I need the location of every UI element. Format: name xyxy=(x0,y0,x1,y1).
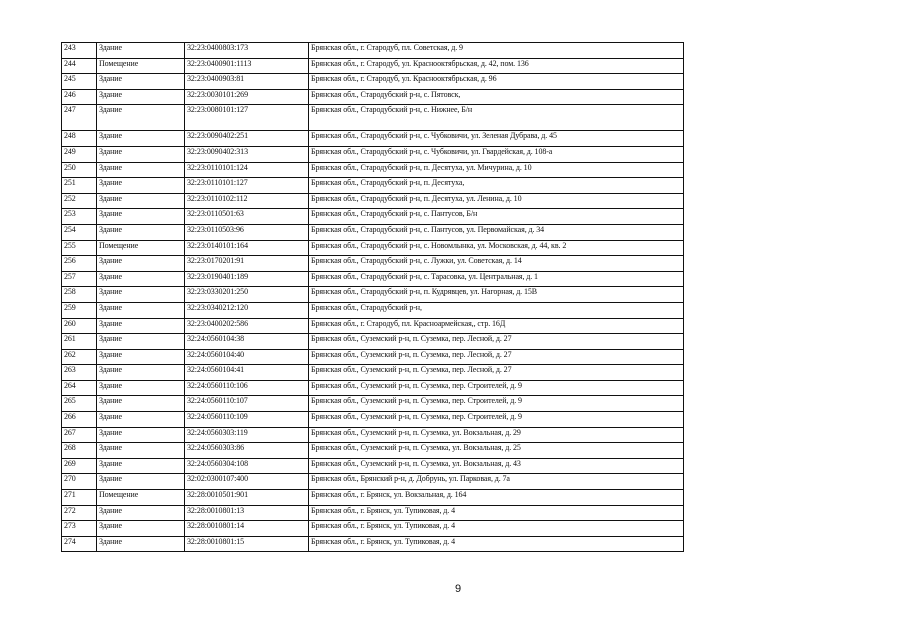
object-type-cell: Здание xyxy=(97,318,185,334)
object-type-cell: Здание xyxy=(97,287,185,303)
row-number-cell: 265 xyxy=(62,396,97,412)
page-number: 9 xyxy=(455,583,462,595)
row-number-cell: 248 xyxy=(62,131,97,147)
cadastral-number-cell: 32:24:0560110:106 xyxy=(185,380,309,396)
object-type-cell: Здание xyxy=(97,105,185,131)
cadastral-number-cell: 32:23:0110501:63 xyxy=(185,209,309,225)
table-row xyxy=(62,193,684,209)
row-number-cell: 247 xyxy=(62,105,97,131)
table-row xyxy=(62,58,684,74)
object-type-cell: Здание xyxy=(97,458,185,474)
row-number-cell: 267 xyxy=(62,427,97,443)
table-row xyxy=(62,240,684,256)
table-row xyxy=(62,302,684,318)
row-number-cell: 249 xyxy=(62,146,97,162)
object-type-cell: Здание xyxy=(97,193,185,209)
address-cell: Брянская обл., г. Брянск, ул. Тупиковая, д. 4 xyxy=(309,536,684,552)
table-row xyxy=(62,146,684,162)
row-number-cell: 246 xyxy=(62,89,97,105)
row-number-cell: 272 xyxy=(62,505,97,521)
address-cell: Брянская обл., Стародубский р-н, с. Нижнее, Б/н xyxy=(309,105,684,131)
cadastral-number-cell: 32:23:0110101:127 xyxy=(185,178,309,194)
cadastral-number-cell: 32:28:0010801:14 xyxy=(185,521,309,537)
object-type-cell: Здание xyxy=(97,162,185,178)
row-number-cell: 257 xyxy=(62,271,97,287)
table-row xyxy=(62,334,684,350)
object-type-cell: Здание xyxy=(97,209,185,225)
object-type-cell: Помещение xyxy=(97,240,185,256)
cadastral-number-cell: 32:24:0560104:41 xyxy=(185,365,309,381)
cadastral-number-cell: 32:23:0170201:91 xyxy=(185,256,309,272)
row-number-cell: 251 xyxy=(62,178,97,194)
address-cell: Брянская обл., Стародубский р-н, п. Кудрявцев, ул. Нагорная, д. 15В xyxy=(309,287,684,303)
address-cell: Брянская обл., Стародубский р-н, xyxy=(309,302,684,318)
cadastral-number-cell: 32:24:0560304:108 xyxy=(185,458,309,474)
address-cell: Брянская обл., Стародубский р-н, с. Пантусов, Б/н xyxy=(309,209,684,225)
cadastral-number-cell: 32:23:0080101:127 xyxy=(185,105,309,131)
address-cell: Брянская обл., Стародубский р-н, с. Чубковичи, ул. Гвардейская, д. 108-а xyxy=(309,146,684,162)
address-cell: Брянская обл., г. Стародуб, пл. Красноармейская,, стр. 16Д xyxy=(309,318,684,334)
cadastral-number-cell: 32:23:0400903:81 xyxy=(185,74,309,90)
object-type-cell: Здание xyxy=(97,302,185,318)
table-row xyxy=(62,412,684,428)
cadastral-number-cell: 32:24:0560104:38 xyxy=(185,334,309,350)
table-row xyxy=(62,443,684,459)
address-cell: Брянская обл., Стародубский р-н, с. Тарасовка, ул. Центральная, д. 1 xyxy=(309,271,684,287)
cadastral-number-cell: 32:23:0090402:313 xyxy=(185,146,309,162)
address-cell: Брянская обл., Суземский р-н, п. Суземка, пер. Строителей, д. 9 xyxy=(309,412,684,428)
address-cell: Брянская обл., Стародубский р-н, с. Чубковичи, ул. Зеленая Дубрава, д. 45 xyxy=(309,131,684,147)
object-type-cell: Помещение xyxy=(97,58,185,74)
table-row xyxy=(62,380,684,396)
object-type-cell: Здание xyxy=(97,74,185,90)
row-number-cell: 261 xyxy=(62,334,97,350)
row-number-cell: 258 xyxy=(62,287,97,303)
row-number-cell: 244 xyxy=(62,58,97,74)
row-number-cell: 259 xyxy=(62,302,97,318)
table-row xyxy=(62,209,684,225)
table-row xyxy=(62,396,684,412)
row-number-cell: 269 xyxy=(62,458,97,474)
table-row xyxy=(62,162,684,178)
cadastral-number-cell: 32:23:0030101:269 xyxy=(185,89,309,105)
cadastral-number-cell: 32:23:0110503:96 xyxy=(185,224,309,240)
cadastral-number-cell: 32:23:0090402:251 xyxy=(185,131,309,147)
object-type-cell: Здание xyxy=(97,334,185,350)
address-cell: Брянская обл., Стародубский р-н, с. Лужки, ул. Советская, д. 14 xyxy=(309,256,684,272)
table-row xyxy=(62,256,684,272)
cadastral-number-cell: 32:23:0110102:112 xyxy=(185,193,309,209)
row-number-cell: 262 xyxy=(62,349,97,365)
row-number-cell: 268 xyxy=(62,443,97,459)
table-row xyxy=(62,349,684,365)
table-row xyxy=(62,365,684,381)
address-cell: Брянская обл., Стародубский р-н, с. Пантусов, ул. Первомайская, д. 34 xyxy=(309,224,684,240)
table-row xyxy=(62,105,684,131)
row-number-cell: 266 xyxy=(62,412,97,428)
address-cell: Брянская обл., Суземский р-н, п. Суземка, пер. Лесной, д. 27 xyxy=(309,334,684,350)
cadastral-number-cell: 32:23:0400901:1113 xyxy=(185,58,309,74)
address-cell: Брянская обл., г. Брянск, ул. Вокзальная, д. 164 xyxy=(309,490,684,506)
row-number-cell: 243 xyxy=(62,43,97,59)
cadastral-number-cell: 32:23:0110101:124 xyxy=(185,162,309,178)
row-number-cell: 271 xyxy=(62,490,97,506)
address-cell: Брянская обл., Суземский р-н, п. Суземка, пер. Строителей, д. 9 xyxy=(309,380,684,396)
table-row xyxy=(62,536,684,552)
table-row xyxy=(62,318,684,334)
row-number-cell: 270 xyxy=(62,474,97,490)
property-register-table xyxy=(61,42,684,552)
table-row xyxy=(62,224,684,240)
object-type-cell: Здание xyxy=(97,412,185,428)
object-type-cell: Здание xyxy=(97,146,185,162)
table-row xyxy=(62,427,684,443)
table-row xyxy=(62,458,684,474)
cadastral-number-cell: 32:28:0010501:901 xyxy=(185,490,309,506)
cadastral-number-cell: 32:24:0560303:119 xyxy=(185,427,309,443)
table-row xyxy=(62,178,684,194)
address-cell: Брянская обл., г. Брянск, ул. Тупиковая, д. 4 xyxy=(309,505,684,521)
address-cell: Брянская обл., г. Стародуб, пл. Советская, д. 9 xyxy=(309,43,684,59)
table-row xyxy=(62,505,684,521)
cadastral-number-cell: 32:02:0300107:400 xyxy=(185,474,309,490)
address-cell: Брянская обл., Стародубский р-н, п. Десятуха, ул. Мичурина, д. 10 xyxy=(309,162,684,178)
table-row xyxy=(62,271,684,287)
cadastral-number-cell: 32:24:0560110:107 xyxy=(185,396,309,412)
table-row xyxy=(62,474,684,490)
object-type-cell: Здание xyxy=(97,536,185,552)
object-type-cell: Здание xyxy=(97,224,185,240)
address-cell: Брянская обл., Суземский р-н, п. Суземка, ул. Вокзальная, д. 25 xyxy=(309,443,684,459)
object-type-cell: Здание xyxy=(97,43,185,59)
object-type-cell: Здание xyxy=(97,474,185,490)
object-type-cell: Здание xyxy=(97,427,185,443)
register-table-body xyxy=(62,43,684,552)
cadastral-number-cell: 32:23:0400803:173 xyxy=(185,43,309,59)
object-type-cell: Помещение xyxy=(97,490,185,506)
object-type-cell: Здание xyxy=(97,178,185,194)
row-number-cell: 245 xyxy=(62,74,97,90)
object-type-cell: Здание xyxy=(97,396,185,412)
table-row xyxy=(62,131,684,147)
object-type-cell: Здание xyxy=(97,271,185,287)
row-number-cell: 252 xyxy=(62,193,97,209)
table-row xyxy=(62,287,684,303)
address-cell: Брянская обл., Стародубский р-н, п. Десятуха, ул. Ленина, д. 10 xyxy=(309,193,684,209)
object-type-cell: Здание xyxy=(97,505,185,521)
table-row xyxy=(62,521,684,537)
property-register-page xyxy=(61,42,675,552)
object-type-cell: Здание xyxy=(97,256,185,272)
address-cell: Брянская обл., Суземский р-н, п. Суземка, пер. Лесной, д. 27 xyxy=(309,349,684,365)
row-number-cell: 260 xyxy=(62,318,97,334)
object-type-cell: Здание xyxy=(97,89,185,105)
cadastral-number-cell: 32:23:0140101:164 xyxy=(185,240,309,256)
object-type-cell: Здание xyxy=(97,365,185,381)
row-number-cell: 263 xyxy=(62,365,97,381)
cadastral-number-cell: 32:28:0010801:15 xyxy=(185,536,309,552)
cadastral-number-cell: 32:28:0010801:13 xyxy=(185,505,309,521)
object-type-cell: Здание xyxy=(97,349,185,365)
row-number-cell: 274 xyxy=(62,536,97,552)
cadastral-number-cell: 32:23:0340212:120 xyxy=(185,302,309,318)
address-cell: Брянская обл., Суземский р-н, п. Суземка, ул. Вокзальная, д. 43 xyxy=(309,458,684,474)
row-number-cell: 253 xyxy=(62,209,97,225)
cadastral-number-cell: 32:23:0330201:250 xyxy=(185,287,309,303)
row-number-cell: 273 xyxy=(62,521,97,537)
table-row xyxy=(62,89,684,105)
object-type-cell: Здание xyxy=(97,443,185,459)
address-cell: Брянская обл., Суземский р-н, п. Суземка, пер. Строителей, д. 9 xyxy=(309,396,684,412)
address-cell: Брянская обл., г. Брянск, ул. Тупиковая, д. 4 xyxy=(309,521,684,537)
address-cell: Брянская обл., Суземский р-н, п. Суземка, пер. Лесной, д. 27 xyxy=(309,365,684,381)
row-number-cell: 254 xyxy=(62,224,97,240)
cadastral-number-cell: 32:24:0560303:86 xyxy=(185,443,309,459)
table-row xyxy=(62,490,684,506)
address-cell: Брянская обл., Стародубский р-н, п. Десятуха, xyxy=(309,178,684,194)
row-number-cell: 256 xyxy=(62,256,97,272)
cadastral-number-cell: 32:24:0560110:109 xyxy=(185,412,309,428)
cadastral-number-cell: 32:23:0190401:189 xyxy=(185,271,309,287)
address-cell: Брянская обл., Стародубский р-н, с. Новомлынка, ул. Московская, д. 44, кв. 2 xyxy=(309,240,684,256)
object-type-cell: Здание xyxy=(97,521,185,537)
address-cell: Брянская обл., г. Стародуб, ул. Краснооктябрьская, д. 96 xyxy=(309,74,684,90)
object-type-cell: Здание xyxy=(97,380,185,396)
cadastral-number-cell: 32:24:0560104:40 xyxy=(185,349,309,365)
address-cell: Брянская обл., г. Стародуб, ул. Краснооктябрьская, д. 42, пом. 136 xyxy=(309,58,684,74)
object-type-cell: Здание xyxy=(97,131,185,147)
address-cell: Брянская обл., Суземский р-н, п. Суземка, ул. Вокзальная, д. 29 xyxy=(309,427,684,443)
address-cell: Брянская обл., Брянский р-н, д. Добрунь, ул. Парковая, д. 7а xyxy=(309,474,684,490)
row-number-cell: 264 xyxy=(62,380,97,396)
table-row xyxy=(62,43,684,59)
row-number-cell: 250 xyxy=(62,162,97,178)
cadastral-number-cell: 32:23:0400202:586 xyxy=(185,318,309,334)
table-row xyxy=(62,74,684,90)
address-cell: Брянская обл., Стародубский р-н, с. Пятовск, xyxy=(309,89,684,105)
row-number-cell: 255 xyxy=(62,240,97,256)
